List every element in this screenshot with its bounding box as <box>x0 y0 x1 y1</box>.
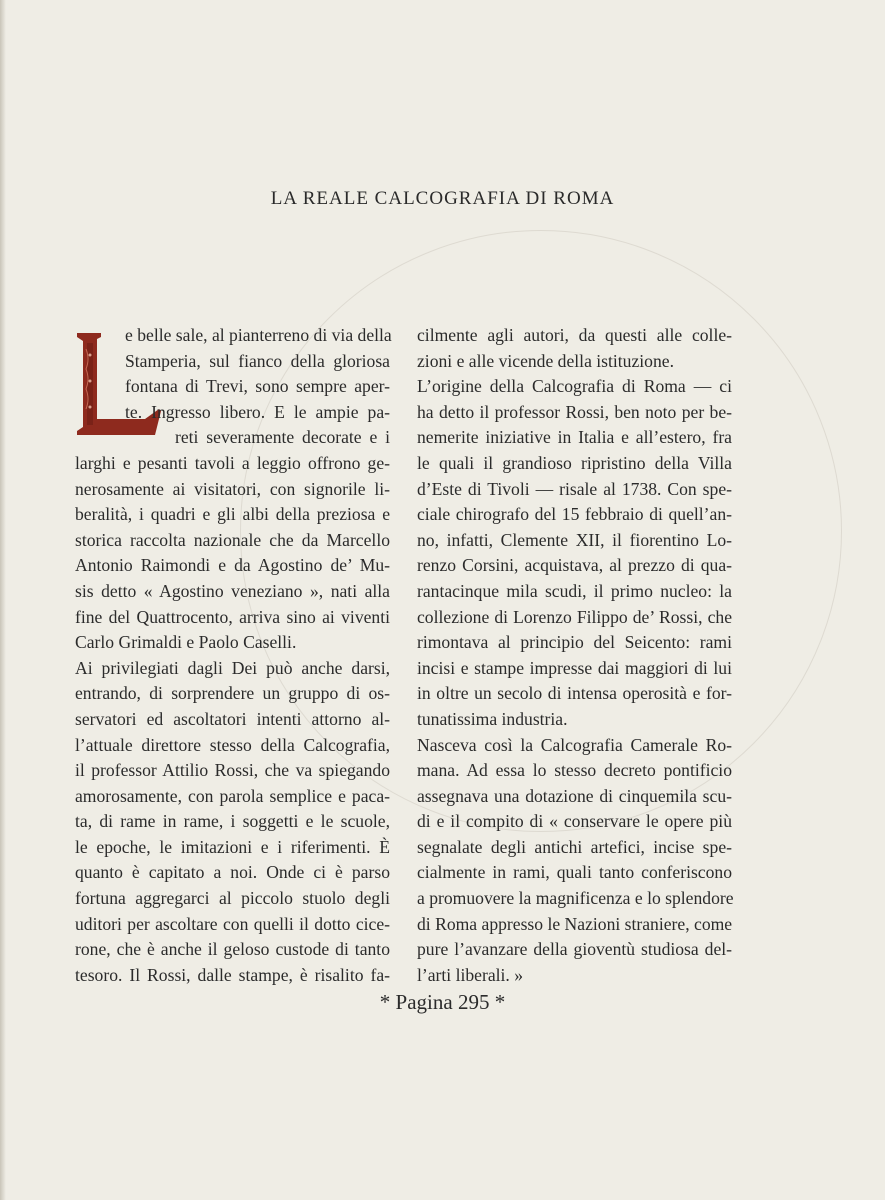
text-line: storica raccolta nazionale che da Marcello <box>75 529 390 550</box>
text-line: Stamperia, sul fianco della gloriosa <box>125 350 390 371</box>
text-line: cialmente in rami, quali tanto conferiscono <box>417 862 732 883</box>
text-line: reti severamente decorate e i <box>175 427 390 448</box>
text-line: servatori ed ascoltatori intenti attorno al- <box>75 708 390 729</box>
text-line: il professor Attilio Rossi, che va spiegando <box>75 760 390 781</box>
page-title: LA REALE CALCOGRAFIA DI ROMA <box>270 188 615 209</box>
text-line: amorosamente, con parola semplice e paca- <box>75 785 390 806</box>
text-line: e belle sale, al pianterreno di via della <box>125 325 392 345</box>
text-line: Ai privilegiati dagli Dei può anche darsi, <box>75 657 390 678</box>
text-line: incisi e stampe impresse dai maggiori di lui <box>417 657 732 678</box>
text-line: L’origine della Calcografia di Roma — ci <box>417 376 732 397</box>
text-line: mana. Ad essa lo stesso decreto pontificio <box>417 760 732 781</box>
text-line: fortuna aggregarci al piccolo stuolo degli <box>75 888 390 909</box>
text-line: tunatissima industria. <box>417 708 568 729</box>
text-line: uditori per ascoltare con quelli il dotto cice- <box>75 913 390 934</box>
text-line: no, infatti, Clemente XII, il fiorentino Lo- <box>417 529 732 550</box>
left-text-column <box>75 323 390 988</box>
text-line: assegnava una dotazione di cinquemila scu- <box>417 785 732 806</box>
text-line: fine del Quattrocento, arriva sino ai viventi <box>75 606 390 627</box>
text-line: Nasceva così la Calcografia Camerale Ro- <box>417 734 732 755</box>
text-line: l’attuale direttore stesso della Calcografia, <box>75 734 390 755</box>
text-line: fontana di Trevi, sono sempre aper- <box>125 376 390 397</box>
text-line: ciale chirografo del 15 febbraio di quell’an- <box>417 504 732 525</box>
page-number: * Pagina 295 * <box>379 990 506 1014</box>
text-line: a promuovere la magnificenza e lo splendore <box>417 888 734 909</box>
text-line: sis detto « Agostino veneziano », nati alla <box>75 580 390 601</box>
text-line: entrando, di sorprendere un gruppo di os- <box>75 683 390 704</box>
text-line: zioni e alle vicende della istituzione. <box>417 350 674 371</box>
text-line: cilmente agli autori, da questi alle colle- <box>417 325 732 345</box>
text-line: le epoche, le imitazioni e i riferimenti. È <box>75 836 390 857</box>
text-line: le quali il grandioso ripristino della Villa <box>417 452 732 473</box>
text-line: collezione di Lorenzo Filippo de’ Rossi, che <box>417 606 732 627</box>
text-line: ta, di rame in rame, i soggetti e le scuole, <box>75 811 390 832</box>
text-line: di e il compito di « conservare le opere più <box>417 811 732 832</box>
text-line: nerosamente ai visitatori, con signorile li- <box>75 478 390 499</box>
text-line: Antonio Raimondi e da Agostino de’ Mu- <box>75 555 390 576</box>
text-line: rone, che è anche il geloso custode di tanto <box>75 939 390 960</box>
text-line: quanto è capitato a noi. Onde ci è parso <box>75 862 390 883</box>
text-line: di Roma appresso le Nazioni straniere, come <box>417 913 733 934</box>
text-line: renzo Corsini, acquistava, al prezzo di qua- <box>417 555 732 576</box>
text-line: rimontava al principio del Seicento: rami <box>417 632 732 653</box>
text-line: te. Ingresso libero. E le ampie pa- <box>125 401 390 422</box>
text-line: rantacinque mila scudi, il primo nucleo: la <box>417 580 732 601</box>
text-line: pure l’avanzare della gioventù studiosa del- <box>417 939 732 960</box>
text-line: l’arti liberali. » <box>417 964 524 985</box>
text-line: segnalate degli antichi artefici, incise spe- <box>417 836 732 857</box>
text-line: tesoro. Il Rossi, dalle stampe, è risalito fa- <box>75 964 390 985</box>
text-line: ha detto il professor Rossi, ben noto per be- <box>417 401 732 422</box>
text-line: larghi e pesanti tavoli a leggio offrono ge- <box>75 452 390 473</box>
text-line: in oltre un secolo di intensa operosità e for- <box>417 683 732 704</box>
right-text-column <box>417 323 732 988</box>
text-line: Carlo Grimaldi e Paolo Caselli. <box>75 632 297 653</box>
page-edge-shadow <box>0 0 6 1200</box>
text-line: beralità, i quadri e gli albi della preziosa e <box>75 504 390 525</box>
text-line: nemerite iniziative in Italia e all’estero, fra <box>417 427 732 448</box>
text-line: d’Este di Tivoli — risale al 1738. Con spe- <box>417 478 732 499</box>
